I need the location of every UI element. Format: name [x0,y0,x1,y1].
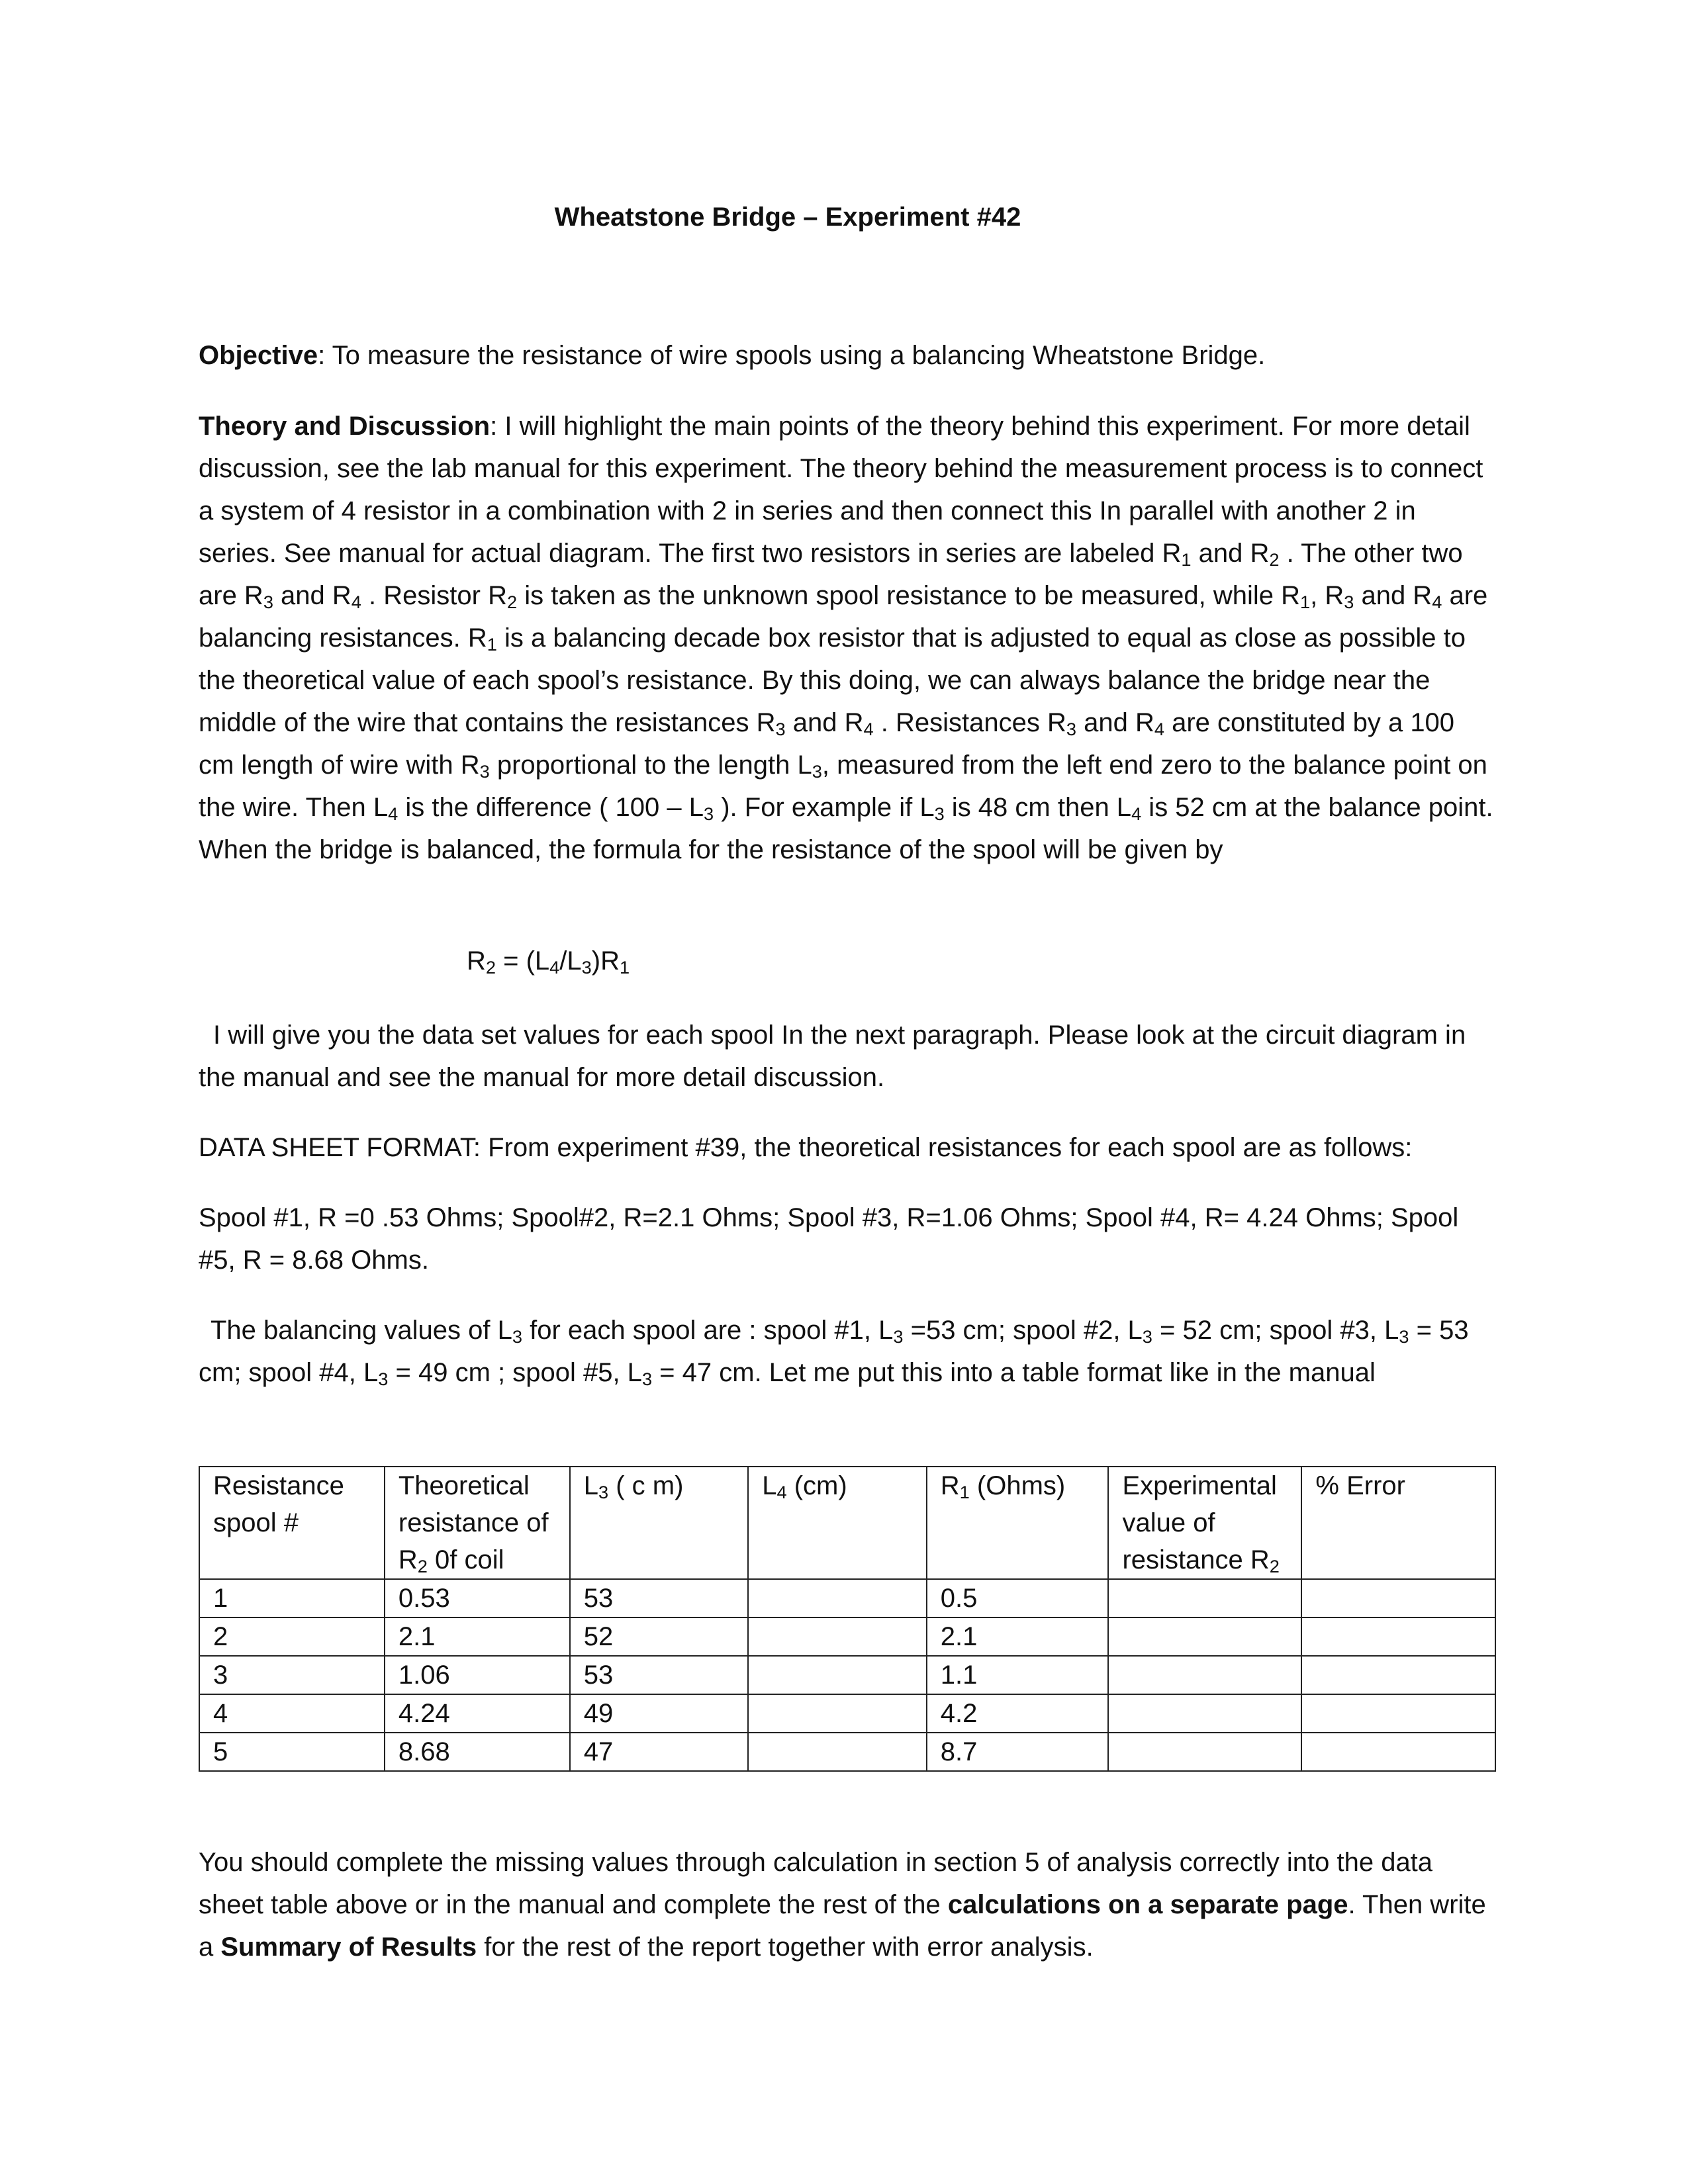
header-text: L [583,1471,598,1500]
table-row [199,1617,1495,1656]
balancing-text: = 49 cm ; spool #5, L [388,1358,642,1387]
header-text: 0f coil [427,1545,504,1574]
closing-bold-text: Summary of Results [220,1933,477,1962]
subscript: 2 [1269,549,1280,570]
subscript: 3 [812,760,822,782]
resistance-formula [467,940,630,982]
table-cell: 49 [570,1694,748,1733]
table-cell [1301,1617,1495,1656]
balancing-text: = 47 cm. Let me put this into a table format like in the manual [652,1358,1376,1387]
table-cell: 8.7 [927,1733,1109,1771]
theory-text: . Resistances R [873,708,1066,737]
table-header-row [199,1467,1495,1579]
table-cell: 2 [199,1617,385,1656]
theory-text: are constituted by a 100 cm length of wire with R [199,708,1455,780]
spool-values-paragraph: Spool #1, R =0 .53 Ohms; Spool#2, R=2.1 Ohms; Spool #3, R=1.06 Ohms; Spool #4, R= 4.24 Ohms; Spool #5, R = 8.68 Ohms. [199,1203,1459,1275]
subscript: 2 [1269,1555,1280,1576]
theory-text: is 52 cm at the balance point. When the bridge is balanced, the formula for the resistance of the spool will be given by [199,793,1493,864]
table-cell: 0.53 [385,1579,570,1617]
table-cell [1301,1579,1495,1617]
table-row [199,1694,1495,1733]
subscript: 3 [581,956,592,978]
balancing-text: for each spool are : spool #1, L [522,1316,894,1345]
subscript: 3 [598,1481,609,1502]
data-sheet-table [199,1466,1496,1772]
header-text: R [940,1471,960,1500]
table-cell [1301,1656,1495,1694]
table-cell: 4.24 [385,1694,570,1733]
header-cell [748,1467,927,1579]
theory-paragraph [199,405,1496,871]
subscript: 4 [549,956,560,978]
closing-bold-text: calculations on a separate page [947,1890,1348,1919]
header-cell [385,1467,570,1579]
balancing-text: =53 cm; spool #2, L [903,1316,1143,1345]
subscript: 1 [959,1481,970,1502]
subscript: 4 [388,803,399,824]
table-cell: 8.68 [385,1733,570,1771]
balancing-paragraph [199,1309,1496,1394]
table-cell [1108,1579,1301,1617]
header-cell [927,1467,1109,1579]
table-cell: 1.1 [927,1656,1109,1694]
table-cell: 52 [570,1617,748,1656]
subscript: 4 [351,591,361,612]
objective-text: : To measure the resistance of wire spools using a balancing Wheatstone Bridge. [318,341,1266,370]
formula-text: = (L [496,946,550,976]
table-cell: 5 [199,1733,385,1771]
subscript: 3 [479,760,490,782]
theory-text: ). For example if L [714,793,935,822]
objective-paragraph [199,334,1496,377]
table-cell [1108,1656,1301,1694]
table-cell: 1 [199,1579,385,1617]
table-cell: 0.5 [927,1579,1109,1617]
header-text: ( c m) [608,1471,684,1500]
table-cell [1301,1733,1495,1771]
data-set-paragraph: I will give you the data set values for each spool In the next paragraph. Please look at the circuit diagram in the manual and see the manual for more detail discussion. [199,1021,1466,1092]
header-text: (cm) [786,1471,847,1500]
table-row [199,1656,1495,1694]
table-cell [1301,1694,1495,1733]
header-text: Experimental value of resistance R [1122,1471,1277,1574]
subscript: 3 [378,1368,389,1389]
theory-text: , R [1310,581,1344,610]
subscript: 1 [1181,549,1192,570]
subscript: 3 [775,718,786,739]
subscript: 1 [487,633,497,655]
theory-text: and R [1354,581,1432,610]
table-cell [748,1656,927,1694]
header-cell [1108,1467,1301,1579]
table-row [199,1579,1495,1617]
theory-text: is a balancing decade box resistor that is adjusted to equal as close as possible to the theoretical value of each spool’s resistance. By this doing, we can always balance the bridge near the middle of the wire that contains the resistances R [199,623,1466,737]
objective-label: Objective [199,341,318,370]
table-cell: 53 [570,1579,748,1617]
header-text: Theoretical resistance of R [398,1471,549,1574]
theory-text: : I will highlight the main points of the theory behind this experiment. For more detail discussion, see the lab manual for this experiment. The theory behind the measurement process is to connect a system of 4 resistor in a combination with 2 in series and then connect this In parallel with another 2 in series. See manual for actual diagram. The first two resistors in series are labeled R [199,412,1483,568]
closing-paragraph [199,1841,1496,1968]
theory-text: . The other two are R [199,539,1463,610]
theory-text: are balancing resistances. R [199,581,1488,653]
table-cell [748,1733,927,1771]
theory-text: . Resistor R [361,581,507,610]
subscript: 1 [1299,591,1311,612]
table-cell: 4 [199,1694,385,1733]
data-sheet-format-paragraph: DATA SHEET FORMAT: From experiment #39, the theoretical resistances for each spool are as follows: [199,1133,1413,1162]
table-cell: 47 [570,1733,748,1771]
table-cell [1108,1733,1301,1771]
header-cell [570,1467,748,1579]
header-text: (Ohms) [969,1471,1066,1500]
header-text: Resistance spool # [213,1471,344,1537]
subscript: 2 [506,591,518,612]
subscript: 2 [485,956,496,978]
table-cell: 1.06 [385,1656,570,1694]
subscript: 3 [1066,718,1076,739]
subscript: 3 [704,803,714,824]
theory-text: and R [273,581,352,610]
table-cell [1108,1694,1301,1733]
subscript: 4 [863,718,874,739]
table-cell [748,1617,927,1656]
table-cell: 2.1 [927,1617,1109,1656]
subscript: 4 [776,1481,787,1502]
table-cell: 53 [570,1656,748,1694]
subscript: 4 [1154,718,1164,739]
theory-text: , measured from the left end zero to the balance point on the wire. Then L [199,751,1487,822]
theory-text: and R [785,708,864,737]
formula-text: /L [559,946,582,976]
table-cell: 2.1 [385,1617,570,1656]
table-row [199,1733,1495,1771]
subscript: 2 [417,1555,428,1576]
subscript: 4 [1432,591,1442,612]
theory-text: is 48 cm then L [944,793,1132,822]
closing-text: . Then write a [199,1890,1486,1962]
subscript: 3 [893,1326,904,1347]
theory-text: proportional to the length L [489,751,812,780]
theory-text: and R [1191,539,1270,568]
document-title: Wheatstone Bridge – Experiment #42 [554,203,1021,232]
balancing-text: = 53 cm; spool #4, L [199,1316,1469,1387]
subscript: 1 [620,956,630,978]
header-cell [1301,1467,1495,1579]
header-cell [199,1467,385,1579]
subscript: 3 [641,1368,653,1389]
balancing-text: = 52 cm; spool #3, L [1152,1316,1399,1345]
table-cell [748,1579,927,1617]
formula-text: )R [591,946,620,976]
subscript: 3 [512,1326,522,1347]
theory-text: is taken as the unknown spool resistance to be measured, while R [517,581,1300,610]
theory-text: is the difference ( 100 – L [398,793,704,822]
table-cell: 3 [199,1656,385,1694]
subscript: 3 [1142,1326,1152,1347]
table-cell [1108,1617,1301,1656]
subscript: 3 [263,591,273,612]
subscript: 4 [1131,803,1142,824]
header-text: L [762,1471,777,1500]
formula-text: R [467,946,486,976]
closing-text: You should complete the missing values through calculation in section 5 of analysis correctly into the data sheet table above or in the manual and complete the rest of the [199,1848,1433,1919]
theory-label: Theory and Discussion [199,412,491,441]
subscript: 3 [934,803,945,824]
table-cell [748,1694,927,1733]
subscript: 3 [1344,591,1354,612]
subscript: 3 [1399,1326,1409,1347]
table-cell: 4.2 [927,1694,1109,1733]
header-text: % Error [1315,1471,1405,1500]
theory-text: and R [1076,708,1154,737]
closing-text: for the rest of the report together with error analysis. [477,1933,1094,1962]
balancing-text: The balancing values of L [211,1316,512,1345]
